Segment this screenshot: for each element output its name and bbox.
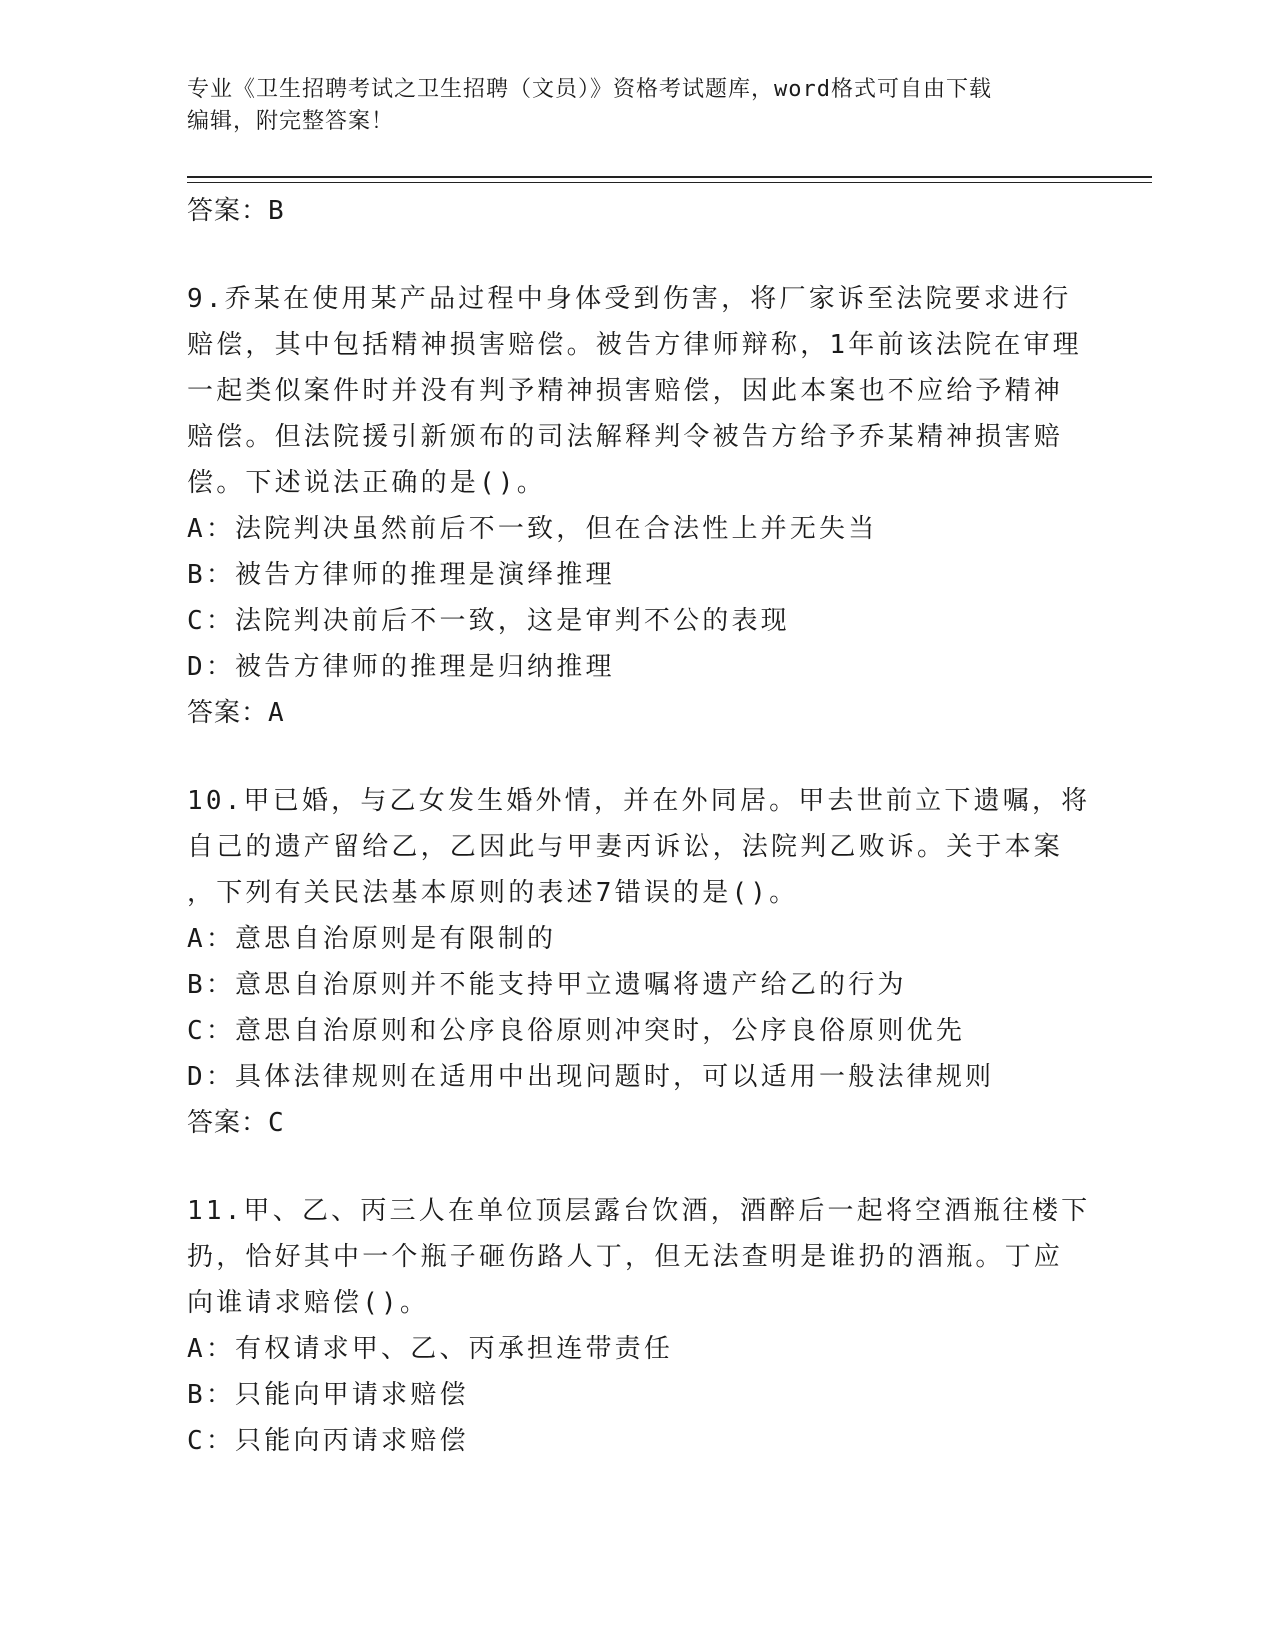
option-a: A：意思自治原则是有限制的 [187, 924, 557, 954]
answer-label: 答案： [187, 698, 269, 728]
option-d: D：被告方律师的推理是归纳推理 [187, 652, 615, 682]
question-9 [187, 276, 1087, 736]
option-c: C：只能向丙请求赔偿 [187, 1426, 469, 1456]
question-stem-line: 扔，恰好其中一个瓶子砸伤路人丁，但无法查明是谁扔的酒瓶。丁应 [187, 1242, 1064, 1272]
question-stem-line: 偿。下述说法正确的是()。 [187, 468, 546, 498]
option-a: A：有权请求甲、乙、丙承担连带责任 [187, 1334, 674, 1364]
answer-value: A [268, 698, 285, 728]
header-line: 编辑，附完整答案！ [187, 109, 395, 134]
answer-label: 答案： [187, 196, 269, 226]
question-10 [187, 778, 1091, 1146]
answer-line [187, 690, 1087, 736]
option-c: C：法院判决前后不一致，这是审判不公的表现 [187, 606, 790, 636]
question-stem-line: 自己的遗产留给乙，乙因此与甲妻丙诉讼，法院判乙败诉。关于本案 [187, 832, 1064, 862]
question-11 [187, 1188, 1091, 1464]
document-header [187, 74, 1067, 138]
question-stem-line: 9.乔某在使用某产品过程中身体受到伤害，将厂家诉至法院要求进行 [187, 284, 1072, 314]
header-divider-thin [187, 182, 1152, 183]
answer-value: C [268, 1108, 285, 1138]
header-line: 专业《卫生招聘考试之卫生招聘（文员）》资格考试题库，word格式可自由下载 [187, 77, 992, 102]
answer-value: B [268, 196, 285, 226]
option-d: D：具体法律规则在适用中出现问题时，可以适用一般法律规则 [187, 1062, 995, 1092]
option-b: B：被告方律师的推理是演绎推理 [187, 560, 615, 590]
option-b: B：意思自治原则并不能支持甲立遗嘱将遗产给乙的行为 [187, 970, 907, 1000]
question-stem-line: ，下列有关民法基本原则的表述7错误的是()。 [187, 878, 799, 908]
document-body [187, 188, 1091, 1464]
answer-label: 答案： [187, 1108, 269, 1138]
question-stem-line: 10.甲已婚，与乙女发生婚外情，并在外同居。甲去世前立下遗嘱，将 [187, 786, 1091, 816]
question-stem-line: 一起类似案件时并没有判予精神损害赔偿，因此本案也不应给予精神 [187, 376, 1064, 406]
question-stem-line: 赔偿，其中包括精神损害赔偿。被告方律师辩称，1年前该法院在审理 [187, 330, 1082, 360]
option-c: C：意思自治原则和公序良俗原则冲突时，公序良俗原则优先 [187, 1016, 966, 1046]
question-stem-line: 赔偿。但法院援引新颁布的司法解释判令被告方给予乔某精神损害赔 [187, 422, 1064, 452]
question-stem-line: 向谁请求赔偿()。 [187, 1288, 430, 1318]
header-divider [187, 176, 1152, 178]
answer-line [187, 188, 1087, 234]
option-b: B：只能向甲请求赔偿 [187, 1380, 469, 1410]
answer-line [187, 1100, 1087, 1146]
option-a: A：法院判决虽然前后不一致，但在合法性上并无失当 [187, 514, 878, 544]
question-stem-line: 11.甲、乙、丙三人在单位顶层露台饮酒，酒醉后一起将空酒瓶往楼下 [187, 1196, 1091, 1226]
